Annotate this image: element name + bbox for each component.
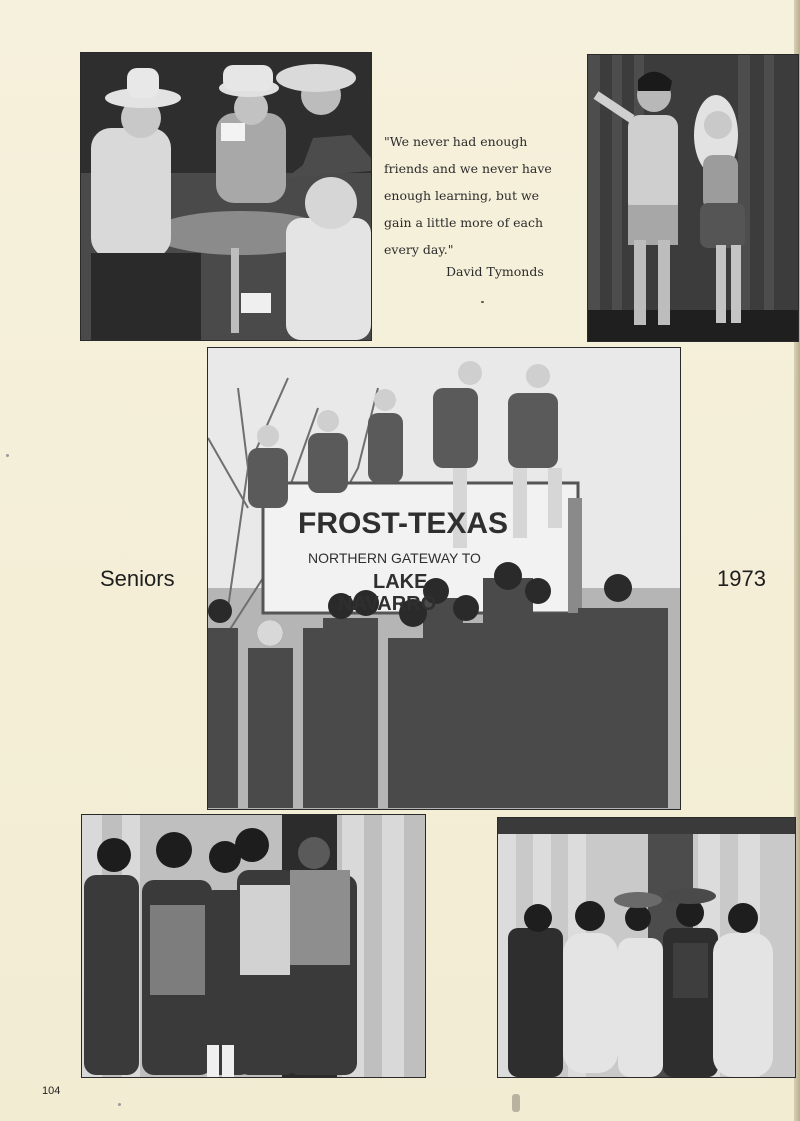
photo-group-frost-sign (207, 347, 681, 810)
paper-speck (118, 1103, 121, 1106)
photo-costume-party-left (81, 814, 426, 1078)
quote-line: gain a little more of each (384, 215, 544, 230)
quote-line: enough learning, but we (384, 188, 540, 203)
quote-line: every day." (384, 242, 454, 257)
photo-card-game (80, 52, 372, 341)
section-label-year: 1973 (717, 566, 766, 591)
photo-costume-party-right (497, 817, 796, 1078)
section-label-seniors: Seniors (100, 566, 175, 591)
paper-speck (481, 301, 484, 303)
quote-line: friends and we never have (384, 161, 552, 176)
quote-text (384, 128, 574, 263)
sign-text-line3: LAKE (373, 571, 428, 593)
quote-author: David Tymonds (446, 264, 544, 279)
paper-speck (6, 454, 9, 457)
paper-speck (512, 1094, 520, 1112)
sign-text-line4: NAVARRO (338, 593, 437, 615)
photo-stage-duo (587, 54, 799, 342)
sign-text-line1: FROST-TEXAS (298, 507, 509, 540)
page-number: 104 (42, 1085, 61, 1097)
quote-line: "We never had enough (384, 134, 528, 149)
sign-text-line2: NORTHERN GATEWAY TO (308, 550, 481, 566)
